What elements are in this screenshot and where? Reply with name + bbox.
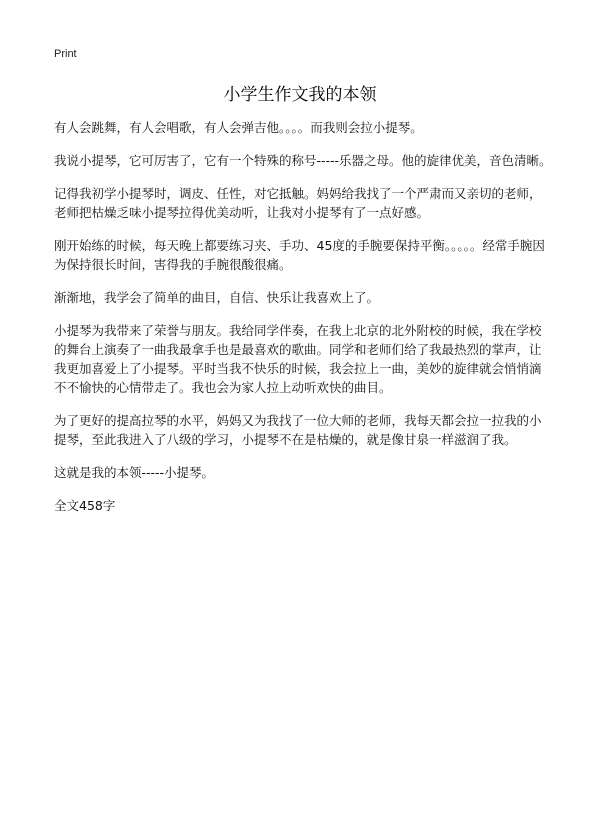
paragraph: 我说小提琴，它可厉害了，它有一个特殊的称号-----乐器之母。他的旋律优美，音色清晰。 (54, 153, 552, 168)
word-count: 全文458字 (54, 498, 116, 513)
paragraph: 刚开始练的时候，每天晚上都要练习夹、手功、45度的手腕要保持平衡。。。。。经常手腕因为保持很长时间，害得我的手腕很酸很痛。 (54, 238, 545, 272)
paragraph: 这就是我的本领-----小提琴。 (54, 465, 215, 480)
article-body (54, 118, 552, 515)
paragraph: 有人会跳舞，有人会唱歌，有人会弹吉他。。。。而我则会拉小提琴。 (54, 120, 423, 135)
print-link[interactable]: Print (54, 48, 77, 60)
paragraph: 小提琴为我带来了荣誉与朋友。我给同学伴奏，在我上北京的北外附校的时候，我在学校的舞台上演奏了一曲我最拿手也是最喜欢的歌曲。同学和老师们给了我最热烈的掌声，让我更加喜爱上了小提琴。平时当我不快乐的时候，我会拉上一曲，美妙的旋律就会悄悄滴不不愉快的心情带走了。我也会为家人拉上动听欢快的曲目。 (54, 323, 542, 395)
paragraph: 渐渐地，我学会了简单的曲目，自信、快乐让我喜欢上了。 (54, 290, 380, 305)
paragraph: 为了更好的提高拉琴的水平，妈妈又为我找了一位大师的老师，我每天都会拉一拉我的小提琴，至此我进入了八级的学习，小提琴不在是枯燥的，就是像甘泉一样滋润了我。 (54, 413, 542, 447)
article-title: 小学生作文我的本领 (223, 85, 377, 105)
paragraph: 记得我初学小提琴时，调皮、任性，对它抵触。妈妈给我找了一个严肃而又亲切的老师，老师把枯燥乏味小提琴拉得优美动听，让我对小提琴有了一点好感。 (54, 186, 542, 220)
